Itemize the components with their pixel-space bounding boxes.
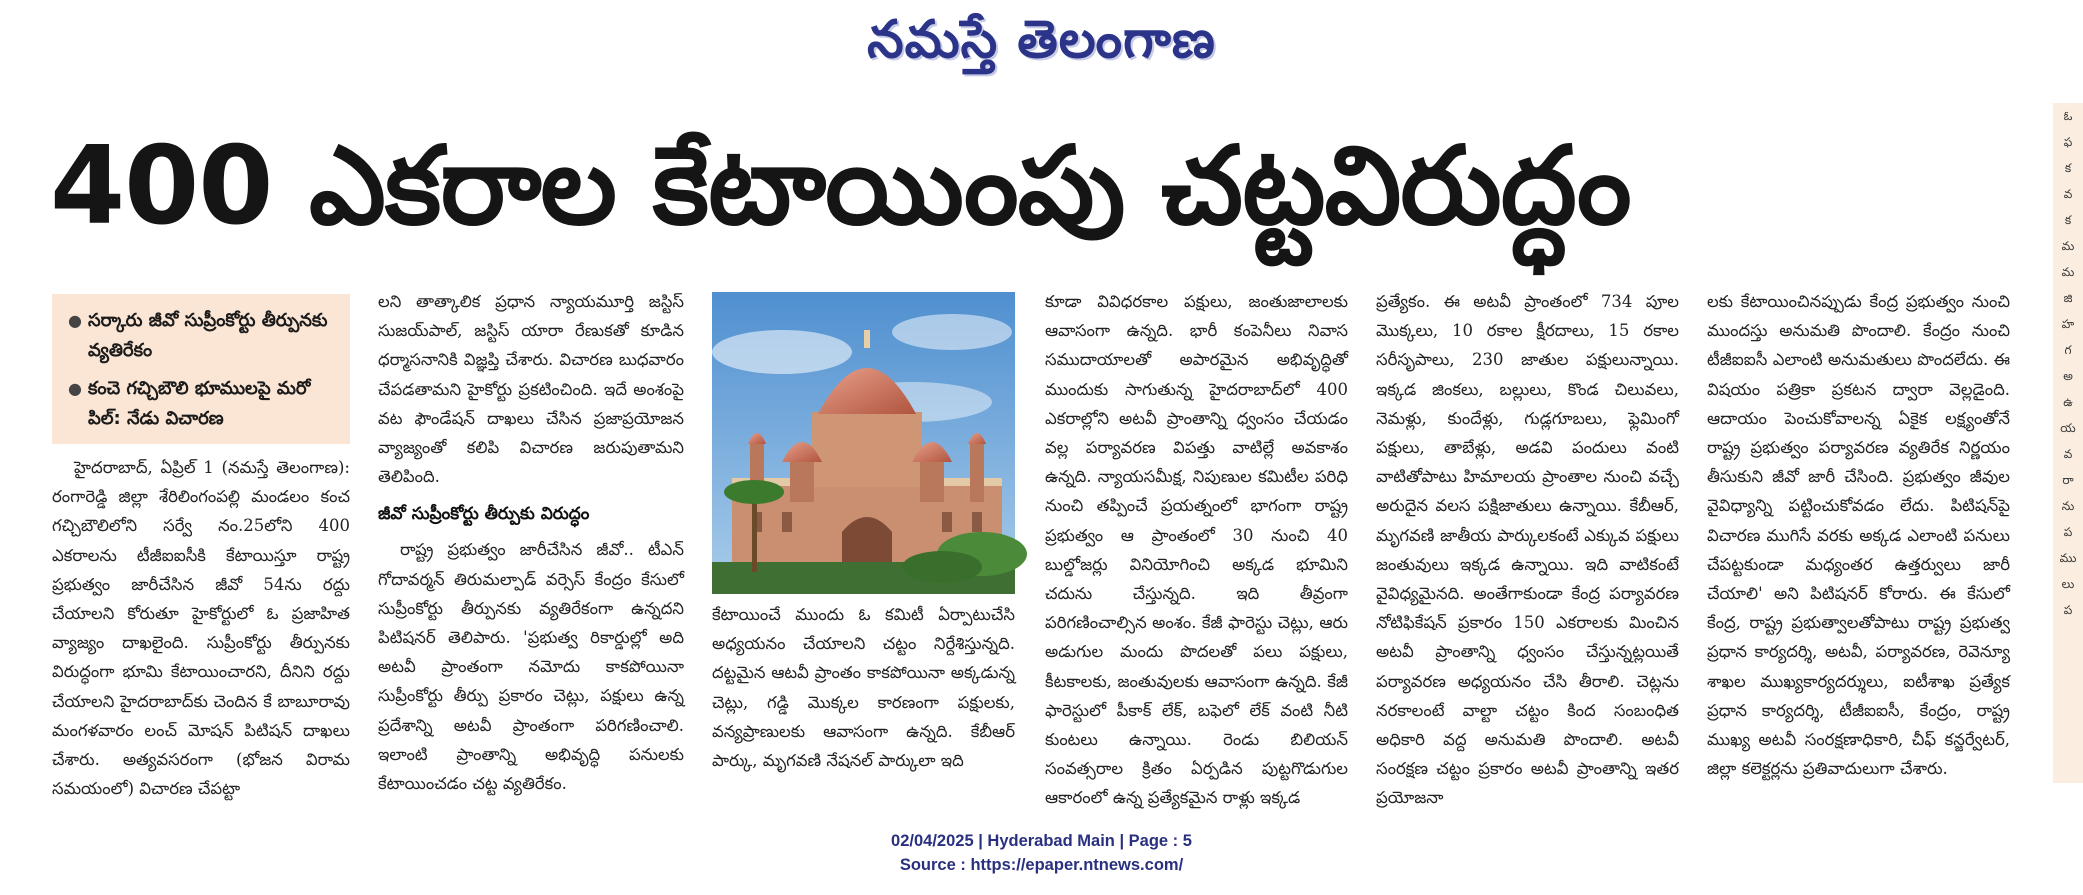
sidebar-glyph: వ xyxy=(2063,187,2073,201)
bullet-icon: ● xyxy=(68,311,82,330)
sidebar-glyph: క xyxy=(2064,213,2072,227)
article-column-2 xyxy=(378,287,684,793)
highlight-item xyxy=(64,306,340,366)
article-paragraph: లని తాత్కాలిక ప్రధాన న్యాయమూర్తి జస్టిస్‌ సుజయ్‌పాల్‌, జస్టిస్‌ యారా రేణుకతో కూడిన ధర్మాసనానికి విజ్ఞప్తి చేశారు. విచారణ బుధవారం చేపడతామని హైకోర్టు ప్రకటించింది. ఇదే అంశంపై వట ఫౌండేషన్‌ దాఖలు చేసిన ప్రజాప్రయోజన వ్యాజ్యంతో కలిపి విచారణ జరుపుతామని తెలిపింది. xyxy=(378,292,684,487)
article-paragraph: లకు కేటాయించినప్పుడు కేంద్ర ప్రభుత్వం నుంచి ముందస్తు అనుమతి పొందాలి. కేంద్రం నుంచి టీజీఐఐసీ ఎలాంటి అనుమతులు పొందలేదు. ఈ విషయం పత్రికా ప్రకటన ద్వారా వెల్లడైంది. ఆదాయం పెంచుకోవాలన్న ఏకైక లక్ష్యంతోనే రాష్ట్ర ప్రభుత్వం పర్యావరణ వ్యతిరేక నిర్ణయం తీసుకుని జీవో జారీ చేసింది. ప్రభుత్వం జీవుల వైవిధ్యాన్ని పట్టించుకోవడం లేదు. పిటిషన్‌పై విచారణ ముగిసే వరకు అక్కడ ఎలాంటి పనులు చేపట్టకుండా మధ్యంతర ఉత్తర్వులు జారీ చేయాలి' అని పిటిషనర్‌ కోరారు. ఈ కేసులో కేంద్ర, రాష్ట్ర ప్రభుత్వాలతోపాటు రాష్ట్ర ప్రభుత్వ ప్రధాన కార్యదర్శి, అటవీ, పర్యావరణ, రెవెన్యూ శాఖల ముఖ్యకార్యదర్శులు, ఐటీశాఖ ప్రత్యేక ప్రధాన కార్యదర్శి, టీజీఐఐసీ, కేంద్రం, రాష్ట్ర ముఖ్య అటవీ సంరక్షణాధికారి, చీఫ్‌ కన్జర్వేటర్‌, జిల్లా కలెక్టర్లను ప్రతివాదులుగా చేశారు. xyxy=(1707,292,2010,779)
highlights-box xyxy=(52,294,350,444)
sidebar-glyph: వ xyxy=(2063,447,2073,461)
article-column-1 xyxy=(52,453,350,799)
sidebar-glyph: లు xyxy=(2061,577,2075,591)
sidebar-glyph: హ xyxy=(2061,317,2075,331)
article-paragraph: కేటాయించే ముందు ఓ కమిటీ ఏర్పాటుచేసి అధ్యయనం చేయాలని చట్టం నిర్దేశిస్తున్నది. దట్టమైన ఆటవీ ప్రాంతం కాకపోయినా అక్కడున్న చెట్లు, గడ్డి మొక్కల కారణంగా పక్షులకు, వన్యప్రాణులకు ఆవాసంగా ఉన్నది. కేబీఆర్‌ పార్కు, మృగవణి నేషనల్‌ పార్కులా ఇది xyxy=(712,605,1015,771)
sidebar-glyph: ప xyxy=(2063,603,2073,617)
sidebar-glyph: ఉ xyxy=(2063,395,2073,409)
sidebar-glyph: ఫ xyxy=(2063,135,2073,149)
article-column-6 xyxy=(1707,287,2010,793)
sidebar-glyph: అ xyxy=(2063,369,2073,383)
adjacent-article-strip xyxy=(2053,103,2083,783)
article-paragraph: ప్రత్యేకం. ఈ అటవీ ప్రాంతంలో 734 పూల మొక్కలు, 10 రకాల క్షీరదాలు, 15 రకాల సరీసృపాలు, 230 జాతుల పక్షులున్నాయి. ఇక్కడ జింకలు, బల్లులు, కొండ చిలువలు, నెమళ్లు, కుందేళ్లు, గుడ్లగూబలు, ఫ్లెమింగో పక్షులు, తాబేళ్లు, అడవి పందులు వంటి వాటితోపాటు హిమాలయ ప్రాంతాల నుంచి వచ్చే అరుదైన వలస పక్షిజాతులు ఉన్నాయి. కేబీఆర్‌, మృగవణి జాతీయ పార్కులకంటే ఎక్కువ పక్షులు జంతువులు ఇక్కడ ఉన్నాయి. ఇది వాటికంటే వైవిధ్యమైనది. అంతేగాకుండా కేంద్ర పర్యావరణ నోటిఫికేషన్‌ ప్రకారం 150 ఎకరాలకు మించిన అటవీ ప్రాంతాన్ని ధ్వంసం చేస్తున్నట్లయితే పర్యావరణ అధ్యయనం చేసి తీరాలి. చెట్లను నరకాలంటే వాల్టా చట్టం కింద సంబంధిత అధికారి వద్ద అనుమతి పొందాలి. అటవీ సంరక్షణ చట్టం ప్రకారం అటవీ ప్రాంతాన్ని ఇతర ప్రయోజనా xyxy=(1376,292,1679,808)
sidebar-glyph: మ xyxy=(2061,265,2075,279)
sidebar-glyph: మ xyxy=(2061,239,2075,253)
highlight-item xyxy=(64,374,340,434)
edition-info: 02/04/2025 | Hyderabad Main | Page : 5 xyxy=(891,832,1192,850)
sidebar-glyph: జి xyxy=(2063,291,2073,305)
sidebar-glyph: క xyxy=(2064,161,2072,175)
source-link[interactable]: Source : https://epaper.ntnews.com/ xyxy=(899,856,1184,874)
sidebar-glyph: రా xyxy=(2062,473,2074,487)
sidebar-glyph: ప xyxy=(2063,525,2073,539)
article-paragraph: రాష్ట్ర ప్రభుత్వం జారీచేసిన జీవో.. టీఎన్‌ గోదావర్మన్‌ తిరుమల్పాడ్‌ వర్సెస్‌ కేంద్రం కేసులో సుప్రీంకోర్టు తీర్పునకు వ్యతిరేకంగా ఉన్నదని పిటిషనర్‌ తెలిపారు. 'ప్రభుత్వ రికార్డుల్లో అది అటవీ ప్రాంతంగా నమోదు కాకపోయినా సుప్రీంకోర్టు తీర్పు ప్రకారం చెట్లు, పక్షులు ఉన్న ప్రదేశాన్ని అటవీ ప్రాంతంగా పరిగణించాలి. ఇలాంటి ప్రాంతాన్ని అభివృద్ధి పనులకు కేటాయించడం చట్ట వ్యతిరేకం. xyxy=(378,540,684,794)
article-column-4 xyxy=(1045,287,1348,808)
high-court-building-photo xyxy=(712,292,1015,594)
article-paragraph: కూడా వివిధరకాల పక్షులు, జంతుజాలాలకు ఆవాసంగా ఉన్నది. భారీ కంపెనీలు నివాస సముదాయాలతో అపారమైన అభివృద్ధితో ముందుకు సాగుతున్న హైదరాబాద్‌లో 400 ఎకరాల్లోని అటవీ ప్రాంతాన్ని ధ్వంసం చేయడం వల్ల పర్యావరణ విపత్తు వాటిల్లే అవకాశం ఉన్నది. న్యాయసమీక్ష, నిపుణుల కమిటీల పరిధి నుంచి తప్పించే ప్రయత్నంలో భాగంగా రాష్ట్ర ప్రభుత్వం ఆ ప్రాంతంలో 30 నుంచి 40 బుల్డోజర్లు వినియోగించి అక్కడ భూమిని చదును చేస్తున్నది. ఇది తీవ్రంగా పరిగణించాల్సిన అంశం. కేజీ ఫారెస్టు చెట్లు, ఆరు అడుగుల మందు పొదలతో పలు పక్షులు, కీటకాలకు, జంతువులకు ఆవాసంగా ఉన్నది. కేజీ ఫారెస్టులో పీకాక్‌ లేక్‌, బఫెలో లేక్‌ వంటి నీటి కుంటలు ఉన్నాయి. రెండు బిలియన్‌ సంవత్సరాల క్రితం ఏర్పడిన పుట్టగొడుగుల ఆకారంలో ఉన్న ప్రత్యేకమైన రాళ్లు ఇక్కడ xyxy=(1045,292,1348,808)
main-headline: 400 ఎకరాల కేటాయింపు చట్టవిరుద్ధం xyxy=(50,124,1631,249)
article-column-5 xyxy=(1376,287,1679,808)
sidebar-glyph: ము xyxy=(2059,551,2077,565)
article-paragraph: హైదరాబాద్‌, ఏప్రిల్‌ 1 (నమస్తే తెలంగాణ): రంగారెడ్డి జిల్లా శేరిలింగంపల్లి మండలం కంచ గచ్చిబౌలిలోని సర్వే నం.25లోని 400 ఎకరాలను టీజీఐఐసీకి కేటాయిస్తూ రాష్ట్ర ప్రభుత్వం జారీచేసిన జీవో 54ను రద్దు చేయాలని కోరుతూ హైకోర్టులో ఓ ప్రజాహిత వ్యాజ్యం దాఖలైంది. సుప్రీంకోర్టు తీర్పునకు విరుద్ధంగా భూమి కేటాయించారని, దీనిని రద్దు చేయాలని హైదరాబాద్‌కు చెందిన కే బాబూరావు మంగళవారం లంచ్‌ మోషన్‌ పిటిషన్‌ దాఖలు చేశారు. అత్యవసరంగా (భోజన విరామ సమయంలో) విచారణ చేపట్టా xyxy=(52,458,350,799)
sidebar-glyph: ఓ xyxy=(2063,109,2073,123)
newspaper-masthead: నమస్తే తెలంగాణ xyxy=(867,9,1216,70)
court-building-illustration xyxy=(712,292,1015,594)
article-column-3 xyxy=(712,600,1015,793)
highlight-text: సర్కారు జీవో సుప్రీంకోర్టు తీర్పునకు వ్యతిరేకం xyxy=(88,310,328,361)
sidebar-glyph: య xyxy=(2060,421,2076,435)
highlight-text: కంచె గచ్చిబౌలి భూములపై మరో పిల్‌: నేడు విచారణ xyxy=(88,378,311,429)
sidebar-glyph: ను xyxy=(2061,499,2075,513)
article-subheading: జీవో సుప్రీంకోర్టు తీర్పుకు విరుద్ధం xyxy=(378,504,590,525)
sidebar-glyph: గ xyxy=(2064,343,2072,357)
bullet-icon: ● xyxy=(68,379,82,398)
